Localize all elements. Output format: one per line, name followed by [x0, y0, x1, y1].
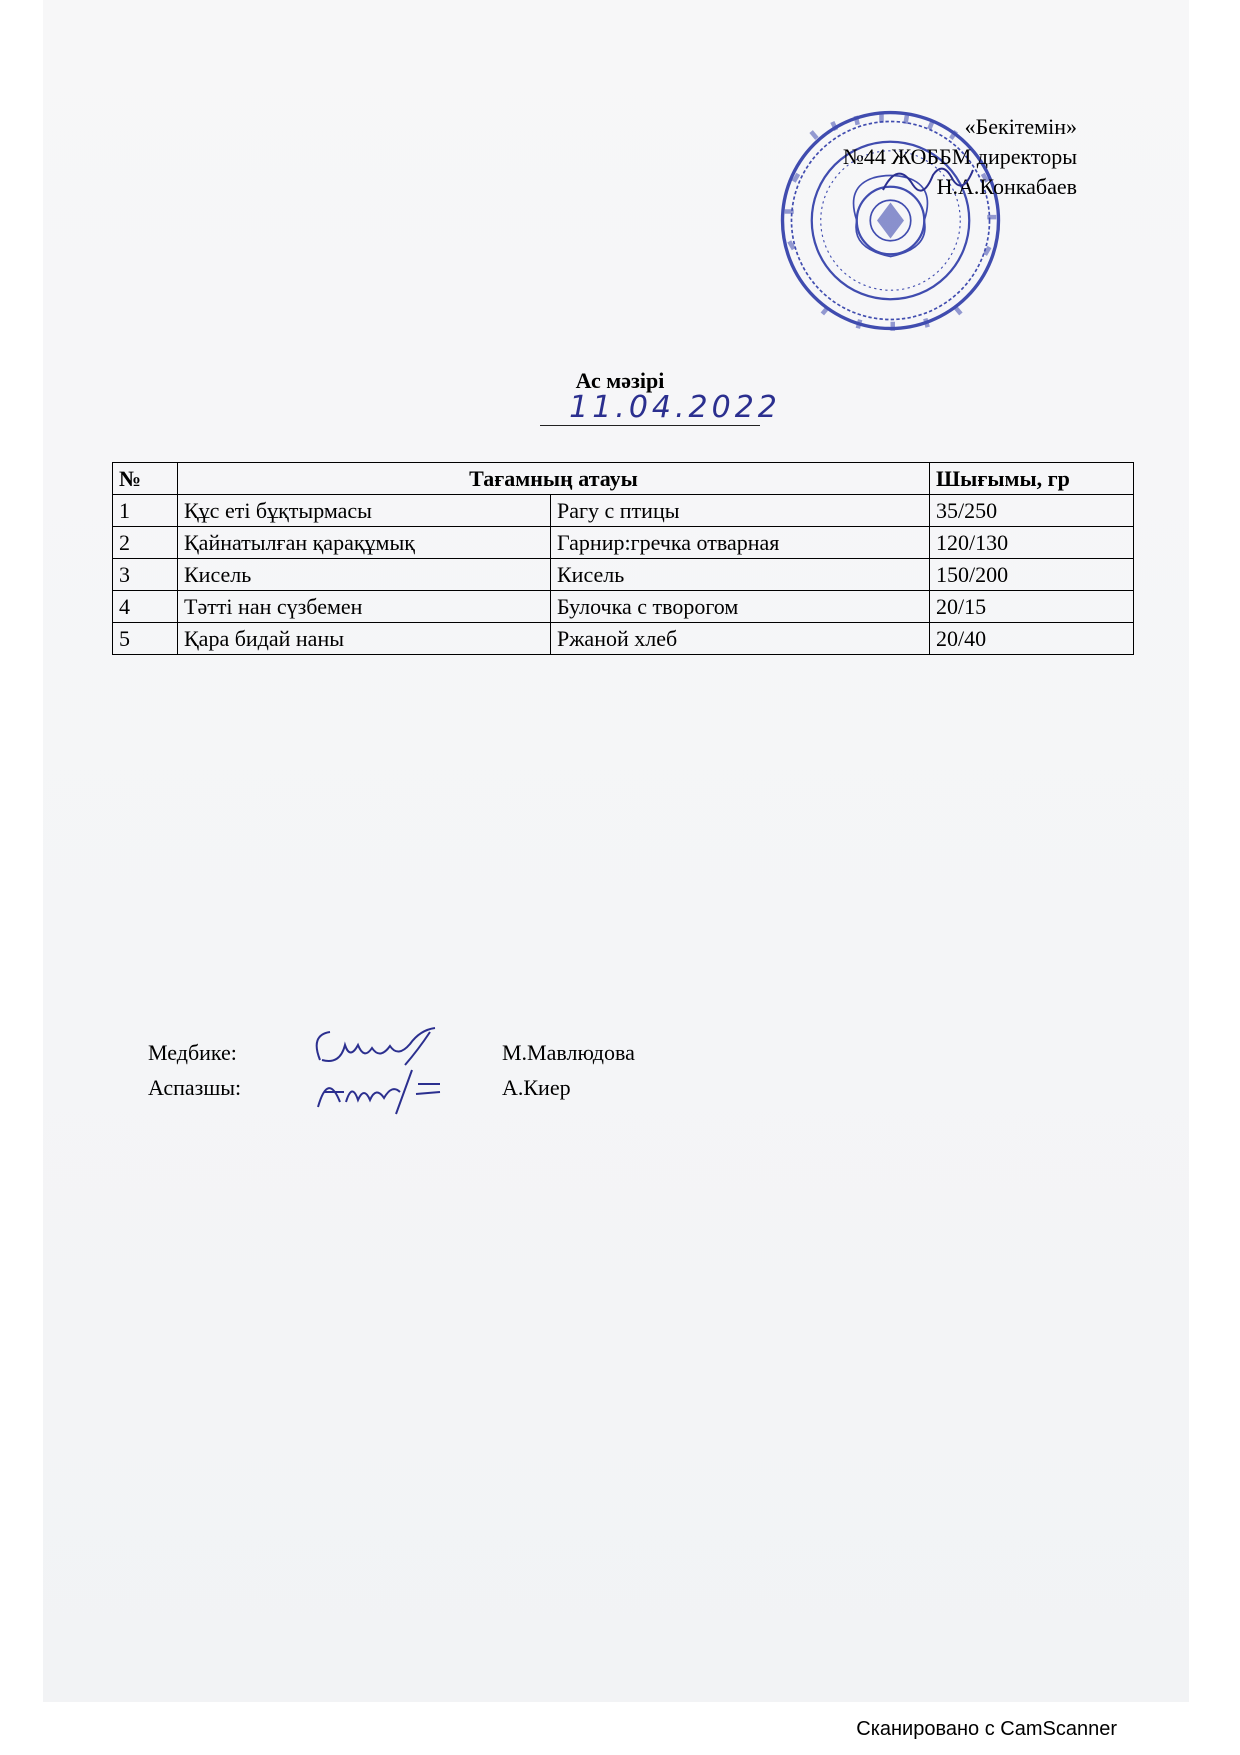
dish-name-ru: Ржаной хлеб — [551, 623, 930, 655]
dish-name-kz: Тәтті нан сүзбемен — [178, 591, 551, 623]
dish-yield: 120/130 — [930, 527, 1134, 559]
person-name: М.Мавлюдова — [502, 1040, 635, 1065]
role-label: Медбике: — [148, 1040, 237, 1065]
handwritten-date: 11.04.2022 — [569, 390, 781, 425]
date-underline — [540, 425, 760, 426]
dish-yield: 20/15 — [930, 591, 1134, 623]
dish-yield: 20/40 — [930, 623, 1134, 655]
row-number: 5 — [113, 623, 178, 655]
menu-table — [112, 462, 1134, 655]
approval-line-2: №44 ЖОББМ директоры — [842, 144, 1077, 169]
row-number: 4 — [113, 591, 178, 623]
dish-name-kz: Кисель — [178, 559, 551, 591]
table-row — [113, 527, 1134, 559]
cook-signature-icon — [300, 1062, 460, 1122]
person-name: А.Киер — [502, 1075, 571, 1100]
dish-name-kz: Қайнатылған қарақұмық — [178, 527, 551, 559]
dish-name-ru: Кисель — [551, 559, 930, 591]
director-signature-icon — [873, 150, 983, 210]
table-row — [113, 495, 1134, 527]
dish-yield: 150/200 — [930, 559, 1134, 591]
row-number: 2 — [113, 527, 178, 559]
table-row — [113, 623, 1134, 655]
table-row — [113, 559, 1134, 591]
dish-name-kz: Қара бидай наны — [178, 623, 551, 655]
header-number: № — [113, 463, 178, 495]
header-dish-name: Тағамның атауы — [178, 463, 930, 495]
scanned-page — [43, 0, 1189, 1702]
approval-line-3: Н.А.Конкабаев — [936, 174, 1077, 199]
page-title: Ас мәзірі — [575, 368, 665, 393]
row-number: 3 — [113, 559, 178, 591]
dish-yield: 35/250 — [930, 495, 1134, 527]
role-label: Аспазшы: — [148, 1075, 242, 1100]
header-yield: Шығымы, гр — [930, 463, 1134, 495]
dish-name-kz: Құс еті бұқтырмасы — [178, 495, 551, 527]
dish-name-ru: Булочка с творогом — [551, 591, 930, 623]
row-number: 1 — [113, 495, 178, 527]
dish-name-ru: Рагу с птицы — [551, 495, 930, 527]
dish-name-ru: Гарнир:гречка отварная — [551, 527, 930, 559]
table-header-row — [113, 463, 1134, 495]
table-row — [113, 591, 1134, 623]
scanner-watermark: Сканировано с CamScanner — [856, 1718, 1117, 1740]
approval-line-1: «Бекітемін» — [964, 114, 1077, 139]
